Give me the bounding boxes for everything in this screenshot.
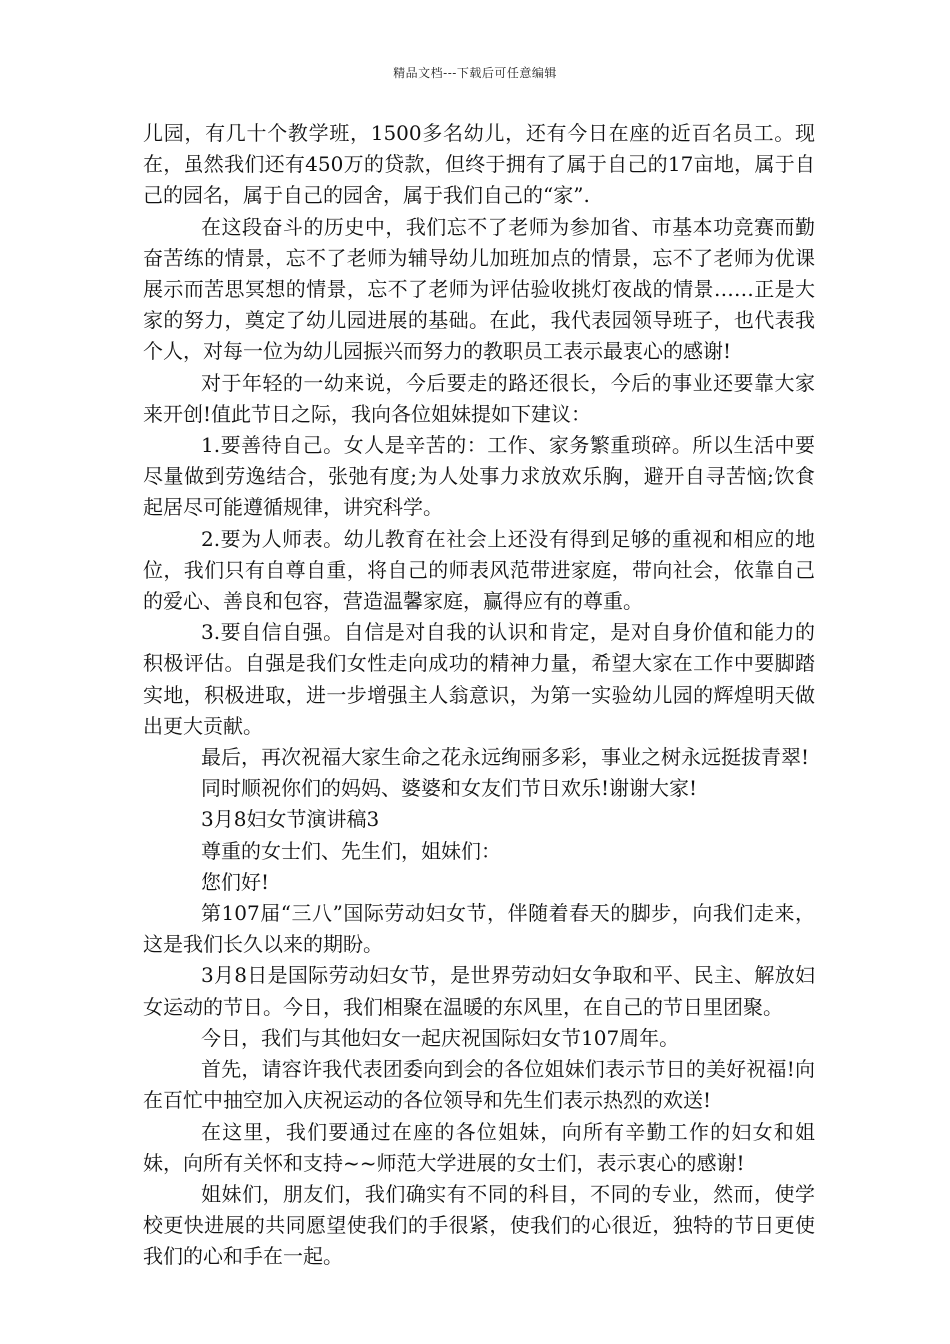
paragraph: 3.要自信自强。自信是对自我的认识和肯定，是对自身价值和能力的积极评估。自强是我们女性走向成功的精神力量，希望大家在工作中要脚踏实地，积极进取，进一步增强主人翁意识，为第一实验幼儿园的辉煌明天做出更大贡献。: [143, 620, 815, 738]
paragraph: 今日，我们与其他妇女一起庆祝国际妇女节107周年。: [201, 1025, 680, 1050]
paragraph: 儿园，有几十个教学班，1500多名幼儿，还有今日在座的近百名员工。现在，虽然我们还有450万的贷款，但终于拥有了属于自己的17亩地，属于自己的园名，属于自己的园舍，属于我们自己的“家”.: [143, 121, 815, 208]
paragraph: 最后，再次祝福大家生命之花永远绚丽多彩，事业之树永远挺拔青翠!: [201, 745, 810, 770]
paragraph: 同时顺祝你们的妈妈、婆婆和女友们节日欢乐!谢谢大家!: [201, 776, 698, 801]
page-header-note: 精品文档---下载后可任意编辑: [393, 66, 557, 80]
paragraph: 首先，请容许我代表团委向到会的各位姐妹们表示节日的美好祝福!向在百忙中抽空加入庆祝运动的各位领导和先生们表示热烈的欢送!: [143, 1057, 815, 1113]
paragraph: 1.要善待自己。女人是辛苦的：工作、家务繁重琐碎。所以生活中要尽量做到劳逸结合，张弛有度;为人处事力求放欢乐胸，避开自寻苦恼;饮食起居尽可能遵循规律，讲究科学。: [143, 433, 815, 520]
paragraph: 姐妹们，朋友们，我们确实有不同的科目，不同的专业，然而，使学校更快进展的共同愿望使我们的手很紧，使我们的心很近，独特的节日更使我们的心和手在一起。: [143, 1181, 815, 1269]
paragraph: 第107届“三八”国际劳动妇女节，伴随着春天的脚步，向我们走来，这是我们长久以来的期盼。: [143, 901, 815, 957]
paragraph: 尊重的女士们、先生们，姐妹们：: [201, 838, 501, 863]
document-body: [143, 118, 815, 1273]
paragraph: 对于年轻的一幼来说，今后要走的路还很长，今后的事业还要靠大家来开创!值此节日之际，我向各位姐妹提如下建议：: [143, 370, 815, 426]
paragraph: 您们好!: [201, 869, 270, 894]
paragraph: 3月8日是国际劳动妇女节，是世界劳动妇女争取和平、民主、解放妇女运动的节日。今日，我们相聚在温暖的东风里，在自己的节日里团聚。: [143, 963, 815, 1019]
paragraph: 3月8妇女节演讲稿3: [201, 807, 380, 832]
paragraph: 2.要为人师表。幼儿教育在社会上还没有得到足够的重视和相应的地位，我们只有自尊自重，将自己的师表风范带进家庭，带向社会，依靠自己的爱心、善良和包容，营造温馨家庭，赢得应有的尊重。: [143, 526, 815, 614]
paragraph: 在这里，我们要通过在座的各位姐妹，向所有辛勤工作的妇女和姐妹，向所有关怀和支持~~师范大学进展的女士们，表示衷心的感谢!: [143, 1119, 815, 1175]
paragraph: 在这段奋斗的历史中，我们忘不了老师为参加省、市基本功竞赛而勤奋苦练的情景，忘不了老师为辅导幼儿加班加点的情景，忘不了老师为优课展示而苦思冥想的情景，忘不了老师为评估验收挑灯夜战的情景……正是大家的努力，奠定了幼儿园进展的基础。在此，我代表园领导班子，也代表我个人，对每一位为幼儿园振兴而努力的教职员工表示最衷心的感谢!: [143, 214, 815, 364]
